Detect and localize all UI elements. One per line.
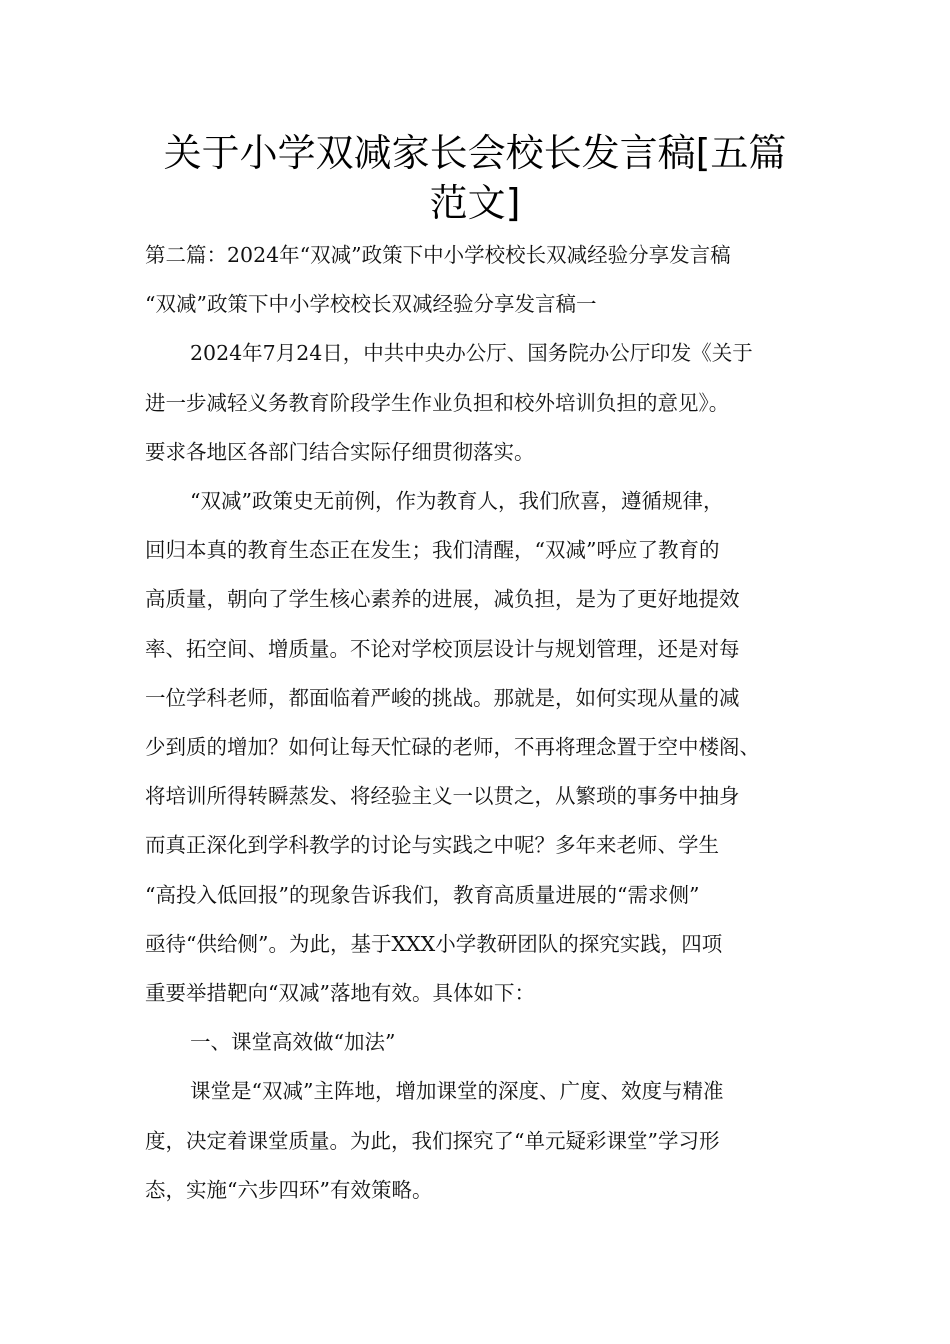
paragraph-line: 亟待“供给侧”。为此，基于XXX小学教研团队的探究实践，四项 (145, 931, 723, 956)
paragraph-line: 度，决定着课堂质量。为此，我们探究了“单元疑彩课堂”学习形 (145, 1128, 720, 1153)
paragraph-line: 进一步减轻义务教育阶段学生作业负担和校外培训负担的意见》。 (145, 390, 730, 415)
document-body (145, 231, 835, 1215)
paragraph-line: 课堂是“双减”主阵地，增加课堂的深度、广度、效度与精准 (190, 1079, 724, 1104)
paragraph-line: “双减”政策史无前例，作为教育人，我们欣喜，遵循规律， (190, 489, 724, 514)
paragraph-line: 而真正深化到学科教学的讨论与实践之中呢？多年来老师、学生 (145, 833, 719, 858)
paragraph-line: “高投入低回报”的现象告诉我们，教育高质量进展的“需求侧” (145, 882, 700, 907)
document-title (120, 128, 830, 228)
paragraph-line: 态，实施“六步四环”有效策略。 (145, 1177, 433, 1202)
title-line-2: 范文] (429, 181, 521, 225)
paragraph-line: 要求各地区各部门结合实际仔细贯彻落实。 (145, 439, 535, 464)
paragraph-line: 少到质的增加？如何让每天忙碌的老师，不再将理念置于空中楼阁、 (145, 735, 760, 760)
paragraph-line: 将培训所得转瞬蒸发、将经验主义一以贯之，从繁琐的事务中抽身 (145, 784, 740, 809)
paragraph-line: 重要举措靶向“双减”落地有效。具体如下： (145, 981, 535, 1006)
subheading: “双减”政策下中小学校校长双减经验分享发言稿一 (145, 292, 597, 317)
paragraph-line: 2024年7月24日，中共中央办公厅、国务院办公厅印发《关于 (190, 341, 753, 366)
paragraph-line: 高质量，朝向了学生核心素养的进展，减负担，是为了更好地提效 (145, 587, 740, 612)
title-line-1: 关于小学双减家长会校长发言稿[五篇 (163, 131, 787, 175)
section-heading: 第二篇：2024年“双减”政策下中小学校校长双减经验分享发言稿 (145, 243, 731, 267)
paragraph-line: 率、拓空间、增质量。不论对学校顶层设计与规划管理，还是对每 (145, 636, 740, 661)
section-subheading: 一、课堂高效做“加法” (190, 1030, 396, 1055)
paragraph-line: 回归本真的教育生态正在发生；我们清醒，“双减”呼应了教育的 (145, 538, 720, 563)
paragraph-line: 一位学科老师，都面临着严峻的挑战。那就是，如何实现从量的减 (145, 685, 740, 710)
